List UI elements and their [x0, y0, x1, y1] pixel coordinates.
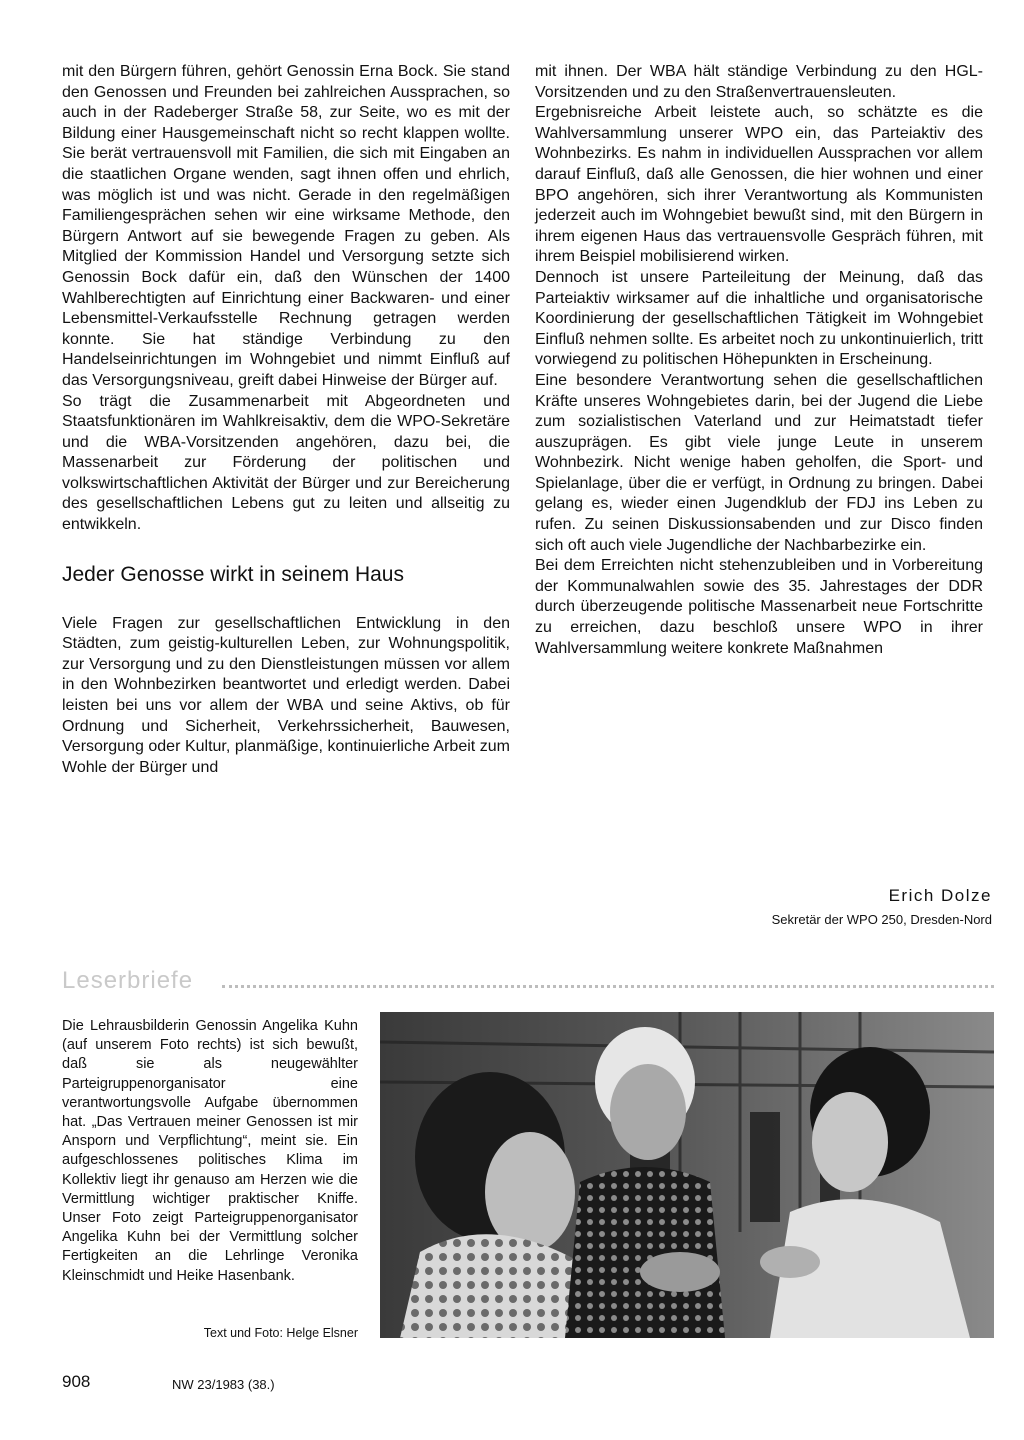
body-paragraph: Ergebnisreiche Arbeit leistete auch, so schätzte es die Wahlversammlung unserer WPO ein, das Parteiaktiv des Wohnbezirks. Es nahm in individuellen Aussprachen vor allem darauf Einfluß, daß alle Genossen, die hier wohnen und einer BPO angehören, sich ihrer Verantwortung als Kommunisten jederzeit auch im Wohngebiet bewußt sind, mit den Bürgern in ihrem eigenen Haus das vertrauensvolle Gespräch führen, mit ihrem Beispiel mobilisierend wirken.	[535, 104, 983, 266]
body-paragraph: mit den Bürgern führen, gehört Genossin Erna Bock. Sie stand den Genossen und Freunden bei zahlreichen Aussprachen, so auch in der Radeberger Straße 58, zur Seite, wo es mit der Bildung einer Hausgemeinschaft nicht so recht klappen wollte. Sie berät vertrauensvoll mit Familien, die sich mit Eingaben an die staatlichen Organe wenden, sagt ihnen offen und ehrlich, was möglich ist und was nicht. Gerade in den regelmäßigen Familiengesprächen sehen wir eine wirksame Methode, den Bürgern Antwort auf sie bewegende Fragen zu geben. Als Mitglied der Kommission Handel und Versorgung setzte sich Genossin Bock dafür ein, daß den Wünschen der 1400 Wahlberechtigten auf Einrichtung einer Backwaren- und einer Lebensmittel-Verkaufsstelle Rechnung getragen werden konnte. Sie hat ständige Verbindung zu den Handelseinrichtungen im Wohngebiet und nimmt Einfluß auf das Versorgungsniveau, greift dabei Hinweise der Bürger auf.	[62, 63, 510, 389]
body-paragraph: Viele Fragen zur gesellschaftlichen Entwicklung in den Städten, zum geistig-kulturellen Leben, zur Wohnungspolitik, zur Versorgung und zu den Dienstleistungen müssen vor allem in den Wohnbezirken beantwortet und erledigt werden. Dabei leisten bei uns vor allem der WBA und seine Aktivs, ob für Ordnung und Sicherheit, Verkehrssicherheit, Bauwesen, Versorgung oder Kultur, planmäßige, kontinuierliche Arbeit zum Wohle der Bürger und	[62, 614, 510, 776]
body-paragraph: Eine besondere Verantwortung sehen die gesellschaftlichen Kräfte unseres Wohngebietes darin, bei der Jugend die Liebe zum sozialistischen Vaterland und zur Heimatstadt tiefer auszuprägen. Es gibt viele junge Leute in unserem Wohnbezirk. Nicht wenige haben geholfen, die Sport- und Spielanlage, über die er verfügt, in Ordnung zu bringen. Dabei gelang es, wieder einen Jugendklub der FDJ ins Leben zu rufen. Zu seinen Diskussionsabenden und zur Disco finden sich oft auch viele Jugendliche der Nachbarbezirke ein.	[535, 371, 983, 554]
photo-caption: Die Lehrausbilderin Genossin Angelika Kuhn (auf unserem Foto rechts) ist sich bewußt, daß sie als neugewählter Parteigruppenorganisator eine verantwortungsvolle Aufgabe übernommen hat. „Das Vertrauen meiner Genossen ist mir Ansporn und Verpflichtung“, meint sie. Ein aufgeschlossenes politisches Klima im Kollektiv liegt ihr genauso am Herzen wie die Vermittlung wichtiger praktischer Kniffe. Unser Foto zeigt Parteigruppenorganisator Angelika Kuhn bei der Vermittlung solcher Fertigkeiten an die Lehrlinge Veronika Kleinschmidt und Heike Hasenbank.	[62, 1018, 358, 1284]
author-signature	[720, 885, 992, 929]
author-name: Erich Dolze	[888, 886, 992, 905]
issue-reference: NW 23/1983 (38.)	[172, 1377, 275, 1392]
body-paragraph: Dennoch ist unsere Parteileitung der Meinung, daß das Parteiaktiv wirksamer auf die inhaltliche und organisatorische Koordinierung der gesellschaftlichen Tätigkeit im Wohngebiet Einfluß nehmen sollte. Es arbeitet noch zu unkontinuierlich, tritt vorwiegend zu politischen Höhepunkten in Erscheinung.	[535, 268, 983, 369]
body-paragraph: Bei dem Erreichten nicht stehenzubleiben und in Vorbereitung der Kommunalwahlen sowie des 35. Jahrestages der DDR durch überzeugende politische Massenarbeit neue Fortschritte zu erreichen, dazu beschloß unsere WPO in ihrer Wahlversammlung weitere konkrete Maßnahmen	[535, 557, 983, 657]
section-subheading: Jeder Genosse wirkt in seinem Haus	[62, 562, 404, 586]
section-label: Leserbriefe	[62, 967, 194, 994]
photo-illustration	[380, 1012, 994, 1338]
photo-credit: Text und Foto: Helge Elsner	[203, 1326, 358, 1340]
page-number: 908	[62, 1372, 91, 1391]
section-divider	[222, 985, 994, 988]
article-right-column	[535, 62, 983, 659]
body-paragraph: mit ihnen. Der WBA hält ständige Verbindung zu den HGL-Vorsitzenden und zu den Straßenvertrauensleuten.	[535, 63, 983, 101]
body-paragraph: So trägt die Zusammenarbeit mit Abgeordneten und Staatsfunktionären im Wahlkreisaktiv, dem die WPO-Sekretäre und die WBA-Vorsitzenden angehören, dazu bei, die Massenarbeit zur Förderung der politischen und volkswirtschaftlichen Aktivität der Bürger und zur Bereicherung des gesellschaftlichen Lebens gut zu leiten und allseitig zu entwikkeln.	[62, 392, 510, 534]
author-role: Sekretär der WPO 250, Dresden-Nord	[771, 912, 992, 927]
article-photo	[380, 1012, 994, 1338]
article-left-column	[62, 62, 510, 778]
